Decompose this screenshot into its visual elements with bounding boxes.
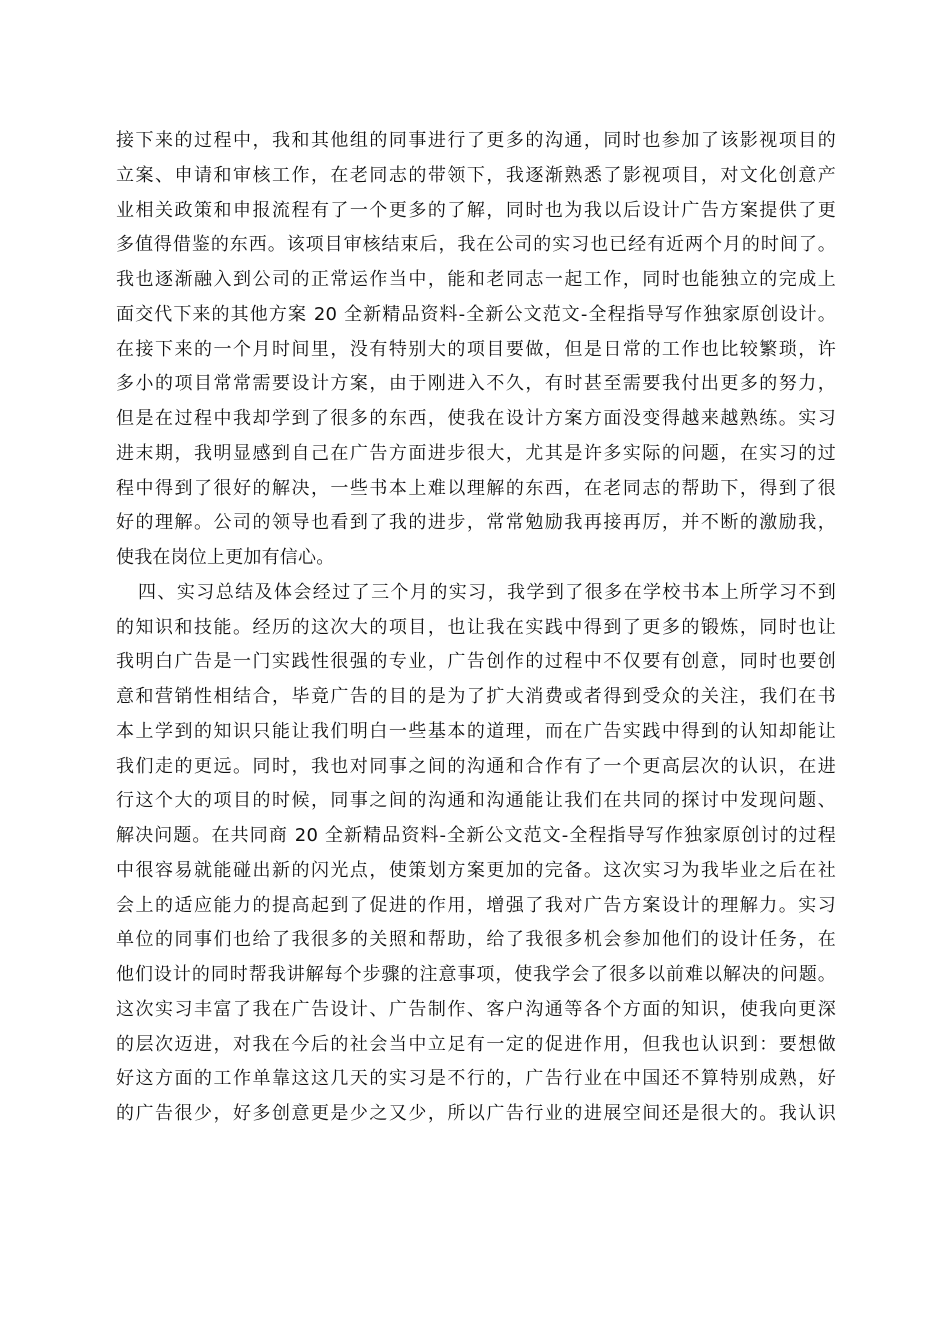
text-line: 立案、申请和审核工作，在老同志的带领下，我逐渐熟悉了影视项目，对文化创意产 — [116, 164, 836, 186]
text-line: 中很容易就能碰出新的闪光点，使策划方案更加的完备。这次实习为我毕业之后在社 — [116, 859, 836, 881]
text-line: 我们走的更远。同时，我也对同事之间的沟通和合作有了一个更高层次的认识，在进 — [116, 755, 836, 777]
text-line: 这次实习丰富了我在广告设计、广告制作、客户沟通等各个方面的知识，使我向更深 — [116, 998, 836, 1020]
paragraph-internship-progress — [116, 124, 836, 576]
text-line: 行这个大的项目的时候，同事之间的沟通和沟通能让我们在共同的探讨中发现问题、 — [116, 790, 836, 812]
section-heading-line: 四、实习总结及体会经过了三个月的实习，我学到了很多在学校书本上所学习不到 — [138, 581, 836, 603]
text-line: 的知识和技能。经历的这次大的项目，也让我在实践中得到了更多的锻炼，同时也让 — [116, 616, 836, 638]
text-line: 在接下来的一个月时间里，没有特别大的项目要做，但是日常的工作也比较繁琐，许 — [116, 338, 836, 360]
text-line: 解决问题。在共同商 20 全新精品资料-全新公文范文-全程指导写作独家原创讨的过程 — [116, 825, 836, 846]
text-line: 会上的适应能力的提高起到了促进的作用，增强了我对广告方案设计的理解力。实习 — [116, 894, 836, 916]
text-line: 接下来的过程中，我和其他组的同事进行了更多的沟通，同时也参加了该影视项目的 — [116, 130, 836, 151]
text-line: 我也逐渐融入到公司的正常运作当中，能和老同志一起工作，同时也能独立的完成上 — [116, 269, 836, 290]
text-line: 的广告很少，好多创意更是少之又少，所以广告行业的进展空间还是很大的。我认识 — [116, 1103, 836, 1124]
text-line: 他们设计的同时帮我讲解每个步骤的注意事项，使我学会了很多以前难以解决的问题。 — [116, 964, 836, 985]
body-text — [116, 124, 836, 1132]
text-line: 好的理解。公司的领导也看到了我的进步，常常勉励我再接再厉，并不断的激励我， — [116, 512, 836, 534]
text-line: 的层次迈进，对我在今后的社会当中立足有一定的促进作用，但我也认识到：要想做 — [116, 1033, 836, 1055]
paragraph-summary — [116, 576, 836, 1132]
text-line: 我明白广告是一门实践性很强的专业，广告创作的过程中不仅要有创意，同时也要创 — [116, 651, 836, 673]
text-line: 程中得到了很好的解决，一些书本上难以理解的东西，在老同志的帮助下，得到了很 — [116, 477, 836, 499]
text-line: 业相关政策和申报流程有了一个更多的了解，同时也为我以后设计广告方案提供了更 — [116, 199, 836, 221]
text-line: 意和营销性相结合，毕竟广告的目的是为了扩大消费或者得到受众的关注，我们在书 — [116, 686, 836, 707]
text-line: 使我在岗位上更加有信心。 — [116, 547, 335, 568]
text-line: 但是在过程中我却学到了很多的东西，使我在设计方案方面没变得越来越熟练。实习 — [116, 408, 836, 429]
text-line: 多值得借鉴的东西。该项目审核结束后，我在公司的实习也已经有近两个月的时间了。 — [116, 234, 836, 256]
text-line: 本上学到的知识只能让我们明白一些基本的道理，而在广告实践中得到的认知却能让 — [116, 720, 836, 742]
text-line: 好这方面的工作单靠这这几天的实习是不行的，广告行业在中国还不算特别成熟，好 — [116, 1068, 836, 1090]
text-line: 面交代下来的其他方案 20 全新精品资料-全新公文范文-全程指导写作独家原创设计。 — [116, 303, 836, 325]
text-line: 多小的项目常常需要设计方案，由于刚进入不久，有时甚至需要我付出更多的努力， — [116, 373, 836, 395]
text-line: 进末期，我明显感到自己在广告方面进步很大，尤其是许多实际的问题，在实习的过 — [116, 442, 836, 464]
text-line: 单位的同事们也给了我很多的关照和帮助，给了我很多机会参加他们的设计任务，在 — [116, 929, 836, 951]
